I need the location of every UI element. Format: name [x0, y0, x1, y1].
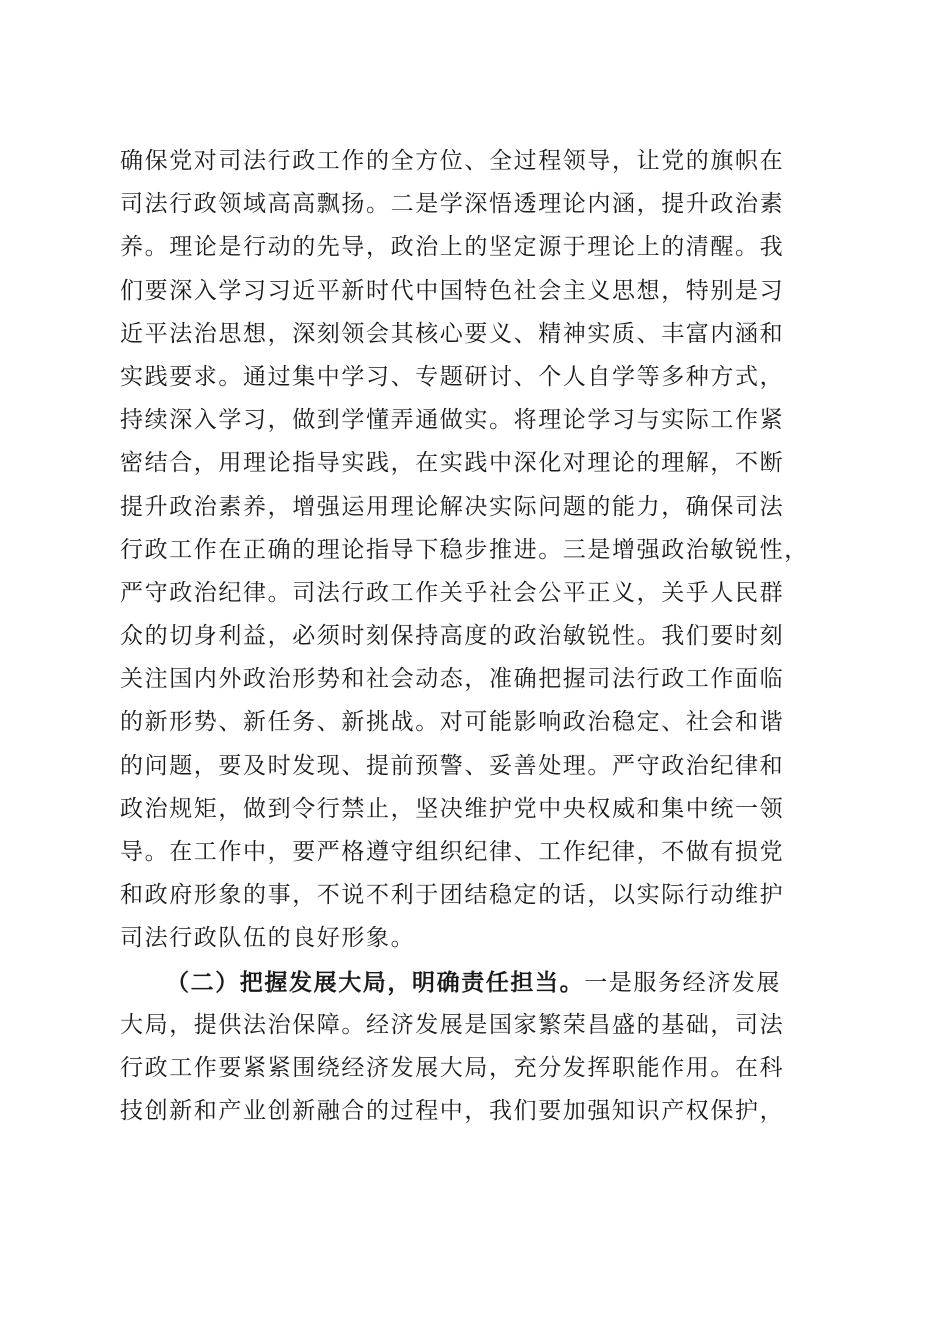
text-line: 行政工作在正确的理论指导下稳步推进。三是增强政治敏锐性，	[120, 536, 809, 563]
text-line: 持续深入学习，做到学懂弄通做实。将理论学习与实际工作紧	[120, 407, 785, 434]
text-line: 众的切身利益，必须时刻保持高度的政治敏锐性。我们要时刻	[120, 623, 785, 650]
text-line: 的问题，要及时发现、提前预警、妥善处理。严守政治纪律和	[120, 752, 785, 779]
text-line: 密结合，用理论指导实践，在实践中深化对理论的理解，不断	[120, 450, 785, 477]
text-line: 确保党对司法行政工作的全方位、全过程领导，让党的旗帜在	[120, 148, 785, 174]
text-line: 的新形势、新任务、新挑战。对可能影响政治稳定、社会和谐	[120, 709, 785, 736]
text-line: 政治规矩，做到令行禁止，坚决维护党中央权威和集中统一领	[120, 795, 785, 822]
text-line: 导。在工作中，要严格遵守组织纪律、工作纪律，不做有损党	[120, 839, 785, 865]
section-first-line-text: 一是服务经济发展	[584, 969, 782, 996]
text-line: 们要深入学习习近平新时代中国特色社会主义思想，特别是习	[120, 277, 785, 304]
text-line: 关注国内外政治形势和社会动态，准确把握司法行政工作面临	[120, 666, 785, 693]
section-heading: （二）把握发展大局，明确责任担当。	[166, 968, 585, 996]
text-line: 养。理论是行动的先导，政治上的坚定源于理论上的清醒。我	[120, 234, 785, 261]
text-line: 大局，提供法治保障。经济发展是国家繁荣昌盛的基础，司法	[120, 1011, 785, 1038]
section-first-line	[120, 961, 840, 1004]
text-line: 提升政治素养，增强运用理论解决实际问题的能力，确保司法	[120, 493, 785, 520]
text-line: 严守政治纪律。司法行政工作关乎社会公平正义，关乎人民群	[120, 579, 785, 606]
text-line: 行政工作要紧紧围绕经济发展大局，充分发挥职能作用。在科	[120, 1054, 785, 1081]
text-line: 技创新和产业创新融合的过程中，我们要加强知识产权保护，	[120, 1098, 785, 1125]
text-line: 实践要求。通过集中学习、专题研讨、个人自学等多种方式，	[120, 363, 785, 390]
body-text	[120, 140, 840, 1133]
text-line: 和政府形象的事，不说不利于团结稳定的话，以实际行动维护	[120, 882, 785, 909]
text-line: 司法行政领域高高飘扬。二是学深悟透理论内涵，提升政治素	[120, 191, 785, 218]
text-line: 司法行政队伍的良好形象。	[120, 925, 416, 952]
text-line: 近平法治思想，深刻领会其核心要义、精神实质、丰富内涵和	[120, 320, 785, 347]
